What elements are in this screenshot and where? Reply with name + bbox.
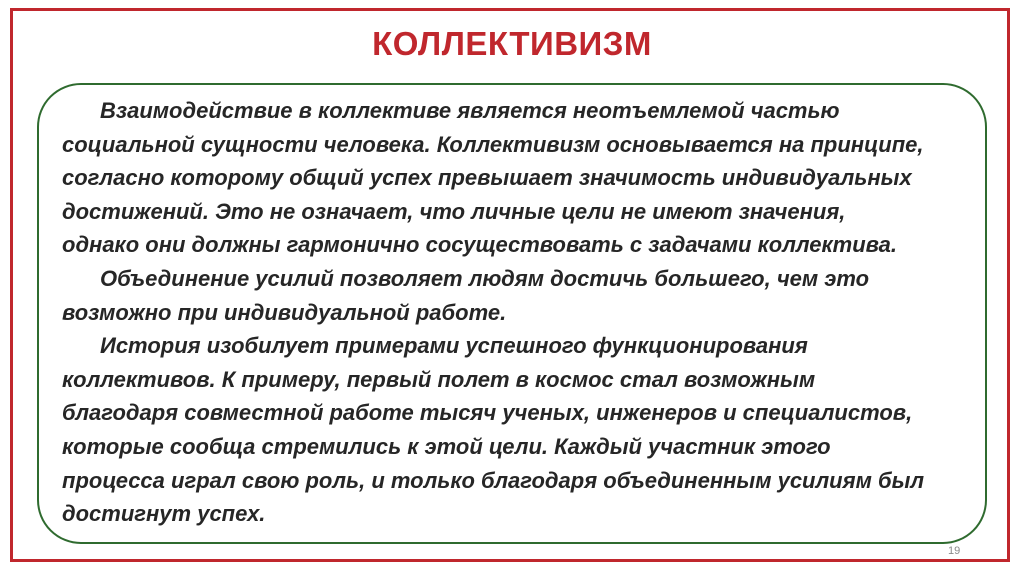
paragraph-3-line-2: коллективов. К примеру, первый полет в космос стал возможным [62, 366, 816, 392]
paragraph-3-line-1: История изобилует примерами успешного функционирования [100, 333, 808, 359]
paragraph-3-line-3: благодаря совместной работе тысяч ученых, инженеров и специалистов, [62, 400, 913, 426]
paragraph-1-line-5: однако они должны гармонично сосуществовать с задачами коллектива. [62, 232, 898, 258]
body-text [62, 94, 997, 531]
page-number: 19 [948, 545, 961, 557]
paragraph-3-line-4: которые сообща стремились к этой цели. Каждый участник этого [62, 433, 831, 459]
paragraph-3-line-5: процесса играл свою роль, и только благодаря объединенным усилиям был [62, 467, 925, 493]
paragraph-3-line-6: достигнут успех. [62, 501, 266, 527]
paragraph-1-line-4: достижений. Это не означает, что личные цели не имеют значения, [62, 198, 846, 224]
paragraph-1-line-3: согласно которому общий успех превышает значимость индивидуальных [62, 165, 912, 191]
paragraph-1-line-1: Взаимодействие в коллективе является неотъемлемой частью [100, 98, 840, 123]
paragraph-2-line-2: возможно при индивидуальной работе. [62, 299, 507, 325]
paragraph-1-line-2: социальной сущности человека. Коллективизм основывается на принципе, [62, 131, 924, 157]
paragraph-2-line-1: Объединение усилий позволяет людям достичь большего, чем это [100, 265, 870, 291]
slide-title: КОЛЛЕКТИВИЗМ [372, 25, 652, 62]
